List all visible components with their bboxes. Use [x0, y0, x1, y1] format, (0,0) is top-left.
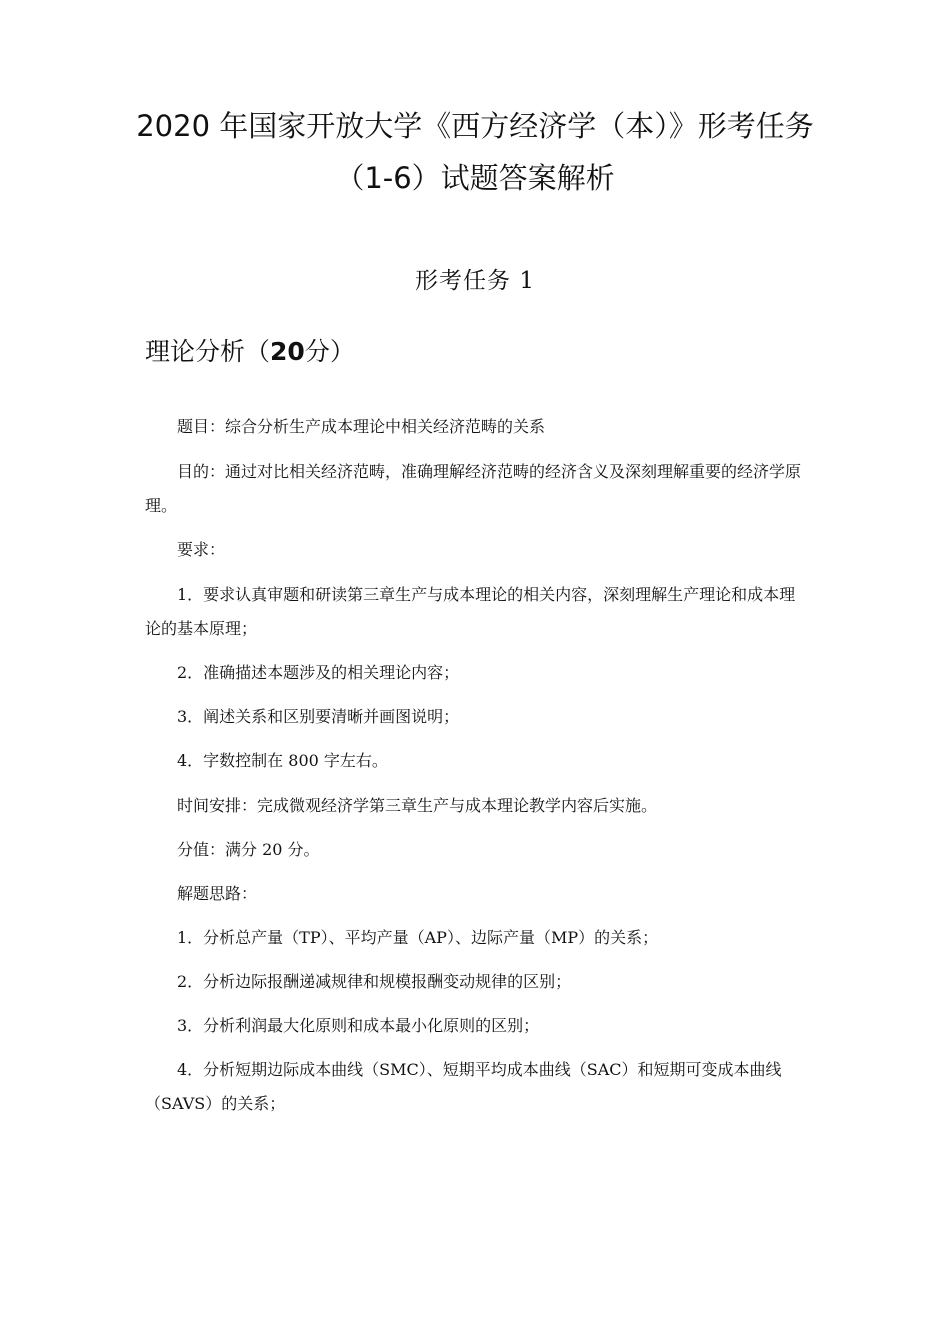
section-heading-suffix: 分） — [304, 337, 355, 366]
requirements-label: 要求： — [177, 540, 226, 559]
approach-label: 解题思路： — [177, 884, 258, 903]
document-title — [120, 100, 830, 204]
section-heading — [145, 332, 355, 372]
approach-step-4: 4．分析短期边际成本曲线（SMC）、短期平均成本曲线（SAC）和短期可变成本曲线（SAVS）的关系； — [145, 1060, 782, 1113]
schedule-paragraph: 时间安排：完成微观经济学第三章生产与成本理论教学内容后实施。 — [177, 796, 658, 815]
purpose-paragraph: 目的：通过对比相关经济范畴，准确理解经济范畴的经济含义及深刻理解重要的经济学原理。 — [145, 462, 802, 515]
requirement-item-4: 4．字数控制在 800 字左右。 — [177, 751, 388, 770]
approach-step-3: 3．分析利润最大化原则和成本最小化原则的区别； — [177, 1016, 540, 1035]
approach-step-2: 2．分析边际报酬递减规律和规模报酬变动规律的区别； — [177, 972, 572, 991]
requirement-item-1: 1．要求认真审题和研读第三章生产与成本理论的相关内容，深刻理解生产理论和成本理论的基本原理； — [145, 585, 796, 638]
approach-step-1: 1．分析总产量（TP）、平均产量（AP）、边际产量（MP）的关系； — [177, 928, 659, 947]
title-line-2: （1-6）试题答案解析 — [335, 161, 615, 195]
requirement-item-3: 3．阐述关系和区别要清晰并画图说明； — [177, 707, 460, 726]
title-line-1: 2020 年国家开放大学《西方经济学（本）》形考任务 — [136, 109, 814, 143]
task-heading: 形考任务 1 — [415, 268, 535, 294]
requirement-item-2: 2．准确描述本题涉及的相关理论内容； — [177, 663, 460, 682]
section-heading-prefix: 理论分析（ — [145, 337, 271, 366]
section-heading-points: 20 — [270, 337, 305, 366]
score-paragraph: 分值：满分 20 分。 — [177, 840, 320, 859]
topic-paragraph: 题目：综合分析生产成本理论中相关经济范畴的关系 — [177, 417, 546, 436]
